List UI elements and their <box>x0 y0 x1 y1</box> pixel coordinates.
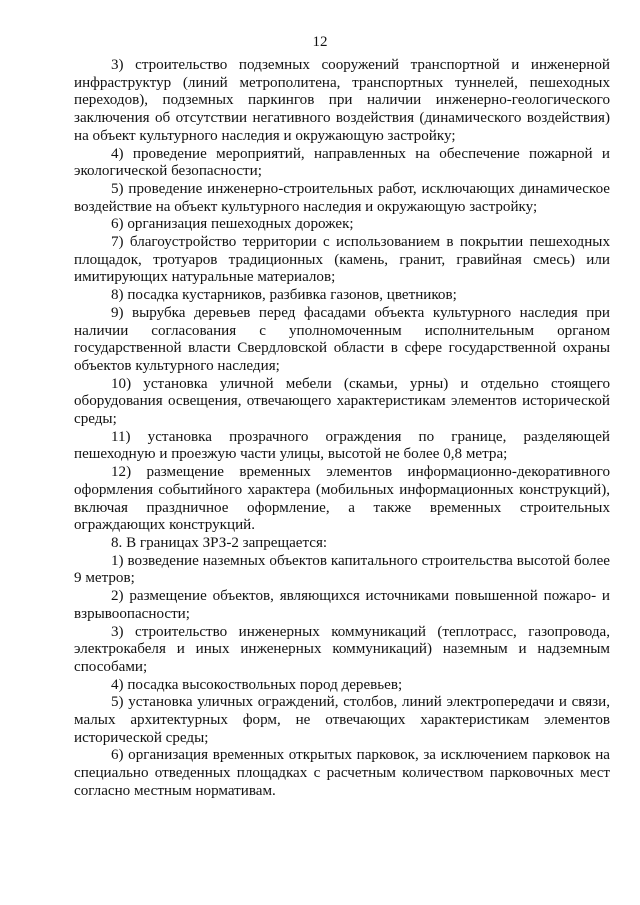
prohibition-2: 2) размещение объектов, являющихся источниками повышенной пожаро- и взрывоопасности; <box>74 588 610 622</box>
paragraph-5: 5) проведение инженерно-строительных работ, исключающих динамическое воздействие на объект культурного наследия и окружающую застройку; <box>74 180 610 215</box>
prohibition-1: 1) возведение наземных объектов капитального строительства высотой более 9 метров; <box>74 552 610 587</box>
document-body <box>74 57 610 801</box>
prohibition-4: 4) посадка высокоствольных пород деревьев; <box>111 676 403 693</box>
paragraph-9: 9) вырубка деревьев перед фасадами объекта культурного наследия при наличии согласования с уполномоченным исполнительным органом государственной власти Свердловской области в сфере государственной охраны объектов культурного наследия; <box>74 304 610 374</box>
paragraph-8: 8) посадка кустарников, разбивка газонов, цветников; <box>111 287 457 304</box>
prohibition-5: 5) установка уличных ограждений, столбов, линий электропередачи и связи, малых архитектурных форм, не отвечающих характеристикам элементов исторической среды; <box>74 694 610 746</box>
paragraph-4: 4) проведение мероприятий, направленных на обеспечение пожарной и экологической безопасности; <box>74 145 610 180</box>
paragraph-3: 3) строительство подземных сооружений транспортной и инженерной инфраструктур (линий метрополитена, транспортных туннелей, пешеходных переходов), подземных паркингов при наличии инженерно-геологического заключения об отсутствии негативного воздействия (динамического воздействия) на объект культурного наследия и окружающую застройку; <box>74 57 610 144</box>
paragraph-7: 7) благоустройство территории с использованием в покрытии пешеходных площадок, тротуаров традиционных (камень, гранит, гравийная смесь) или имитирующих натуральные материалов; <box>74 234 610 286</box>
page-number: 12 <box>312 34 328 50</box>
section-8-heading: 8. В границах ЗРЗ-2 запрещается: <box>111 534 328 551</box>
paragraph-11: 11) установка прозрачного ограждения по границе, разделяющей пешеходную и проезжую части улицы, высотой не более 0,8 метра; <box>74 428 610 463</box>
prohibition-3: 3) строительство инженерных коммуникаций (теплотрасс, газопровода, электрокабеля и иных инженерных коммуникаций) наземным и надземным способами; <box>74 623 610 675</box>
paragraph-10: 10) установка уличной мебели (скамьи, урны) и отдельно стоящего оборудования освещения, отвечающего характеристикам элементов исторической среды; <box>74 375 610 428</box>
prohibition-6: 6) организация временных открытых парковок, за исключением парковок на специально отведенных площадках с расчетным количеством парковочных мест согласно местным нормативам. <box>74 747 610 799</box>
paragraph-6: 6) организация пешеходных дорожек; <box>111 216 354 233</box>
paragraph-12: 12) размещение временных элементов информационно-декоративного оформления событийного характера (мобильных информационных конструкций), включая праздничное оформление, а также временных строительных ограждающих конструкций. <box>74 464 610 534</box>
